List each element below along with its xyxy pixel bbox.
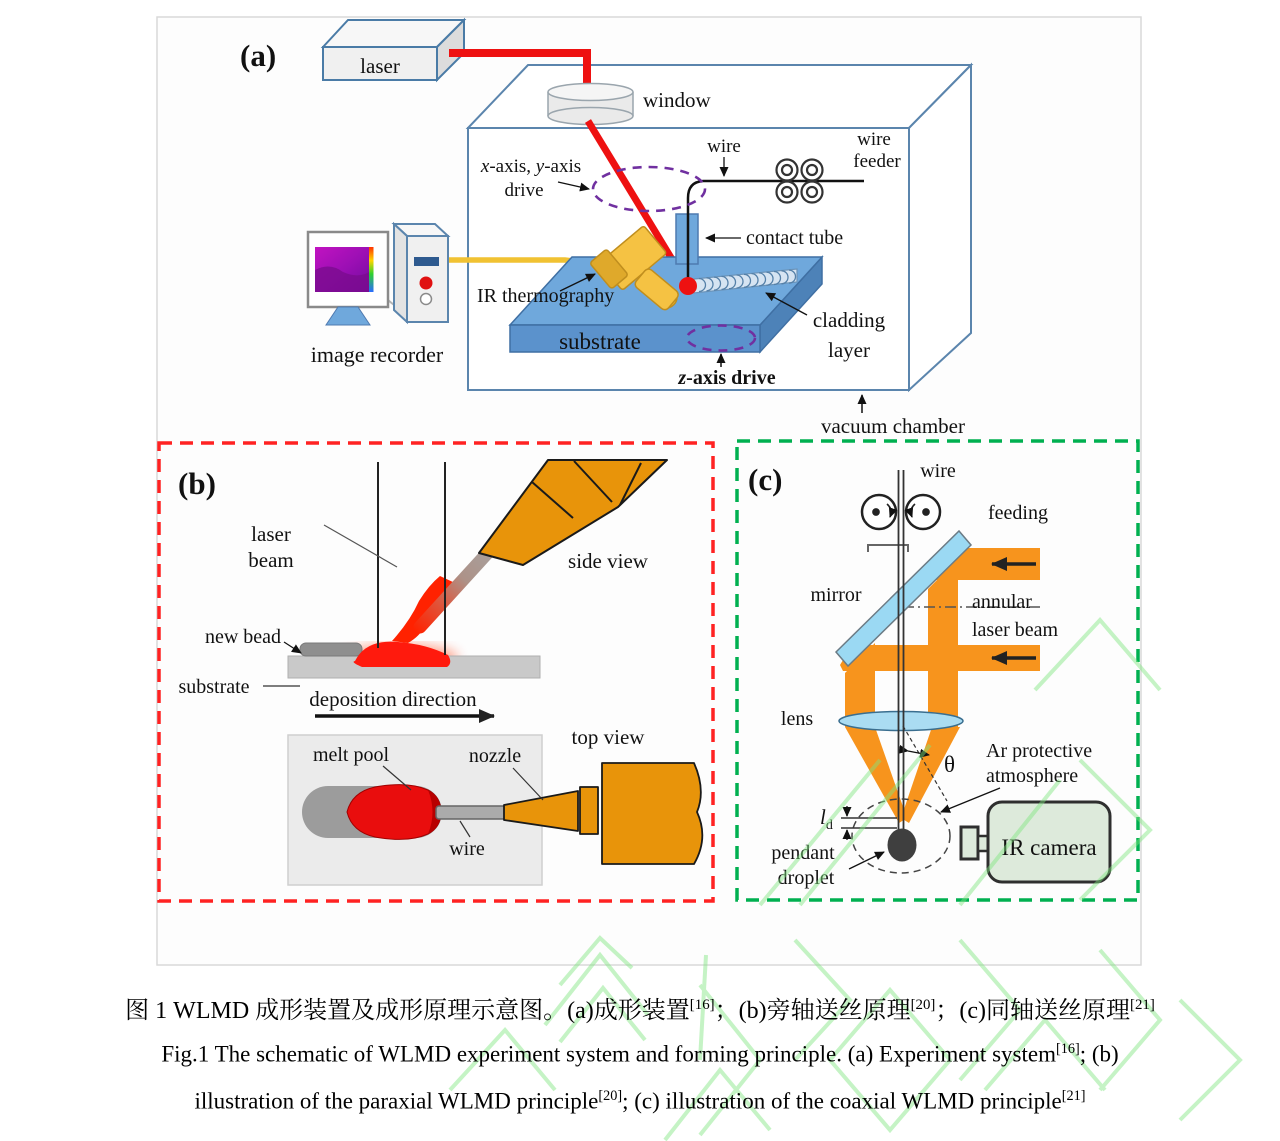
- colorbar: [369, 247, 374, 292]
- theta-label: θ: [944, 752, 956, 777]
- mirror-label: mirror: [810, 584, 862, 606]
- caption-english-line2: illustration of the paraxial WLMD principle[20]; (c) illustration of the coaxial WLMD principle[21]: [194, 1088, 1086, 1114]
- laser-beam-label-2: beam: [248, 548, 294, 572]
- wire-b-label: wire: [449, 838, 485, 860]
- laser-label: laser: [360, 54, 400, 78]
- window-label: window: [643, 88, 711, 112]
- pendant-label-1: pendant: [771, 842, 835, 864]
- power-button: [420, 277, 433, 290]
- annular-label-2: laser beam: [972, 619, 1059, 641]
- ld-label: $l_d$: [820, 805, 833, 833]
- side-view-label: side view: [568, 549, 648, 573]
- ar-label-1: Ar protective: [986, 740, 1093, 762]
- cladding-label-2: layer: [828, 338, 870, 362]
- nozzle-label: nozzle: [468, 745, 522, 767]
- wire-c-label: wire: [920, 460, 956, 482]
- new-bead-label: new bead: [204, 626, 282, 648]
- melt-pool-label: melt pool: [312, 744, 390, 766]
- laser-beam-label-1: laser: [251, 522, 291, 546]
- wire-feeder-label-1: wire: [857, 129, 891, 150]
- xy-drive-label-2: drive: [504, 180, 544, 201]
- pendant-droplet: [888, 829, 917, 862]
- substrate-a-label: substrate: [559, 329, 641, 354]
- window-cylinder: [548, 84, 633, 125]
- lens: [839, 712, 963, 731]
- melt-pool-top: [347, 785, 441, 840]
- panel-a-tag: (a): [240, 38, 277, 73]
- xy-drive-label-1: x-axis, y-axis: [480, 156, 582, 177]
- deposition-direction-label: deposition direction: [309, 687, 477, 711]
- new-bead-bar: [300, 643, 362, 656]
- feeding-label: feeding: [988, 502, 1048, 524]
- wire-feeder-label-2: feeder: [853, 151, 901, 172]
- vacuum-chamber-label: vacuum chamber: [820, 414, 966, 438]
- image-recorder-label: image recorder: [310, 342, 444, 367]
- lens-label: lens: [780, 708, 814, 730]
- ar-label-2: atmosphere: [986, 765, 1079, 787]
- cladding-label-1: cladding: [812, 308, 886, 332]
- annular-label-1: annular: [972, 591, 1032, 613]
- pendant-label-2: droplet: [777, 867, 835, 889]
- caption-chinese: 图 1 WLMD 成形装置及成形原理示意图。(a)成形装置[16]；(b)旁轴送丝原理[20]；(c)同轴送丝原理[21]: [125, 997, 1155, 1024]
- top-view-label: top view: [571, 725, 645, 749]
- wire-a-label: wire: [707, 136, 741, 157]
- ir-thermography-label: IR thermography: [477, 285, 615, 307]
- contact-tube-label: contact tube: [746, 227, 844, 249]
- substrate-b-label: substrate: [178, 676, 250, 698]
- z-drive-label: z-axis drive: [678, 367, 776, 389]
- panel-c-tag: (c): [748, 462, 783, 497]
- pc-tower: [394, 224, 448, 322]
- ir-camera-label: IR camera: [1001, 835, 1097, 860]
- melt-spot: [679, 277, 697, 295]
- drive-slot: [414, 257, 439, 266]
- panel-b-tag: (b): [178, 466, 216, 501]
- reset-button: [421, 294, 432, 305]
- caption-english-line1: Fig.1 The schematic of WLMD experiment system and forming principle. (a) Experiment system[16]; (b): [161, 1041, 1119, 1067]
- wire-rod-top: [436, 806, 506, 819]
